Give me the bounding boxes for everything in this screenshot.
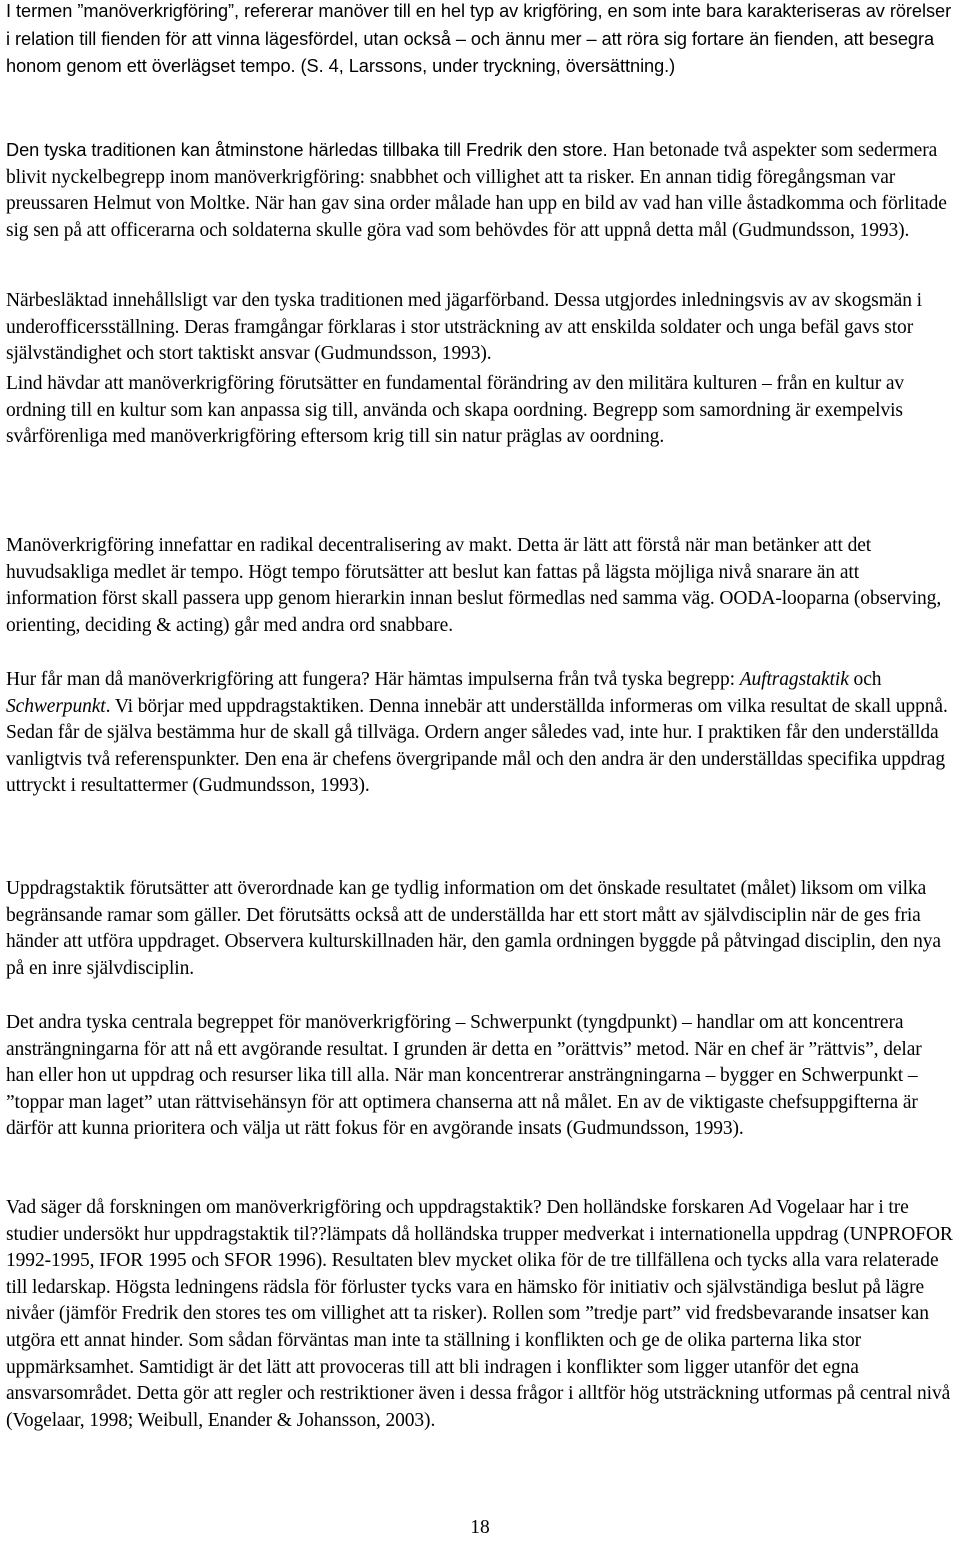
text-segment: Hur får man då manöverkrigföring att fungera? Här hämtas impulserna från två tyska begrepp: bbox=[6, 669, 740, 690]
text-segment: och bbox=[848, 669, 882, 690]
text-segment: I termen ”manöverkrigföring”, refererar manöver till en hel typ av krigföring, en som inte bara karakteriseras av rörelser i relation till fienden för att vinna lägesfördel, utan också – och ännu mer – att röra sig fortare än fienden, att besegra honom genom ett överlägset tempo. bbox=[6, 1, 952, 77]
text-segment: Lind hävdar att manöverkrigföring förutsätter en fundamental förändring av den militära kulturen – från en kultur av ordning till en kultur som kan anpassa sig till, använda och skapa oordning. Begrepp som samordning är exempelvis svårförenliga med manöverkrigföring eftersom krig till sin natur präglas av oordning. bbox=[6, 373, 905, 448]
text-segment: Han betonade två aspekter som sedermera blivit nyckelbegrepp inom manöverkrigföring: snabbhet och villighet att ta risker. En annan tidig föregångsman var preussaren Helmut von Moltke. bbox=[6, 140, 938, 215]
italic-term: Auftragstaktik bbox=[739, 669, 849, 690]
text-segment: Vad säger då forskningen om manöverkrigföring och uppdragstaktik? Den holländske forskaren Ad Vogelaar har i tre studier undersökt hur uppdragstaktik til??lämpats då holländska trupper medverkat i internationella uppdrag (UNPROFOR 1992-1995, IFOR 1995 och SFOR 1996). Resultaten blev mycket olika för de tre tillfällena och tycks alla vara relaterade till ledarskap. Högsta ledningens rädsla för förluster tycks vara en hämsko för initiativ och självständiga beslut på lägre nivåer (jämför Fredrik den stores tes om villighet att ta risker). Rollen som ”tredje part” vid fredsbevarande insatser kan utgöra ett annat hinder. Som sådan förväntas man inte ta ställning i konflikten och ge de olika parterna lika stor uppmärksamhet. Samtidigt är det lätt att provoceras till att bli indragen i konflikter som ligger utanför det egna ansvarsområdet. Detta gör att regler och restriktioner även i dessa frågor i alltför hög utsträckning utformas på central nivå (Vogelaar, 1998; Weibull, Enander & Johansson, 2003). bbox=[6, 1197, 953, 1431]
page-number: 18 bbox=[470, 1517, 490, 1538]
paragraph-schwerpunkt bbox=[6, 1010, 954, 1143]
italic-term: Schwerpunkt bbox=[6, 695, 106, 717]
paragraph-auftragstaktik bbox=[6, 667, 954, 800]
text-segment: . Vi börjar med uppdragstaktiken. Denna innebär att underställda informeras om vilka resultat de skall uppnå. Sedan får de själva bestämma hur de skall gå tillväga. Ordern anger således vad, inte hur. I praktiken får den underställda vanligtvis två referenspunkter. Den ena är chefens övergripande mål och den andra är den underställdas specifika uppdrag uttryckt i resultattermer (Gudmundsson, 1993). bbox=[6, 695, 948, 797]
text-segment: När han gav sina order målade han upp en bild av vad han ville åstadkomma och förlitade sig sen på att officerarna och soldaterna skulle göra vad som behövdes för att uppnå detta mål (Gudmundsson, 1993). bbox=[6, 193, 947, 241]
paragraph-decentralization bbox=[6, 533, 954, 639]
text-segment: Uppdragstaktik förutsätter att överordnade kan ge tydlig information om det önskade resultatet (målet) liksom om vilka begränsande ramar som gäller. Det förutsätts också att de underställda har ett stort mått av självdisciplin när de ges fria händer att utföra uppdraget. Observera kulturskillnaden här, den gamla ordningen byggde på påtvingad disciplin, den nya på en inre självdisciplin. bbox=[6, 878, 941, 979]
paragraph-jager-units bbox=[6, 288, 954, 368]
paragraph-lind-culture bbox=[6, 371, 954, 451]
paragraph-research-vogelaar bbox=[6, 1195, 954, 1434]
text-segment: Den tyska traditionen kan åtminstone härledas tillbaka till Fredrik den store. bbox=[6, 140, 608, 160]
paragraph-mission-command-requirements bbox=[6, 876, 954, 982]
text-segment: Det andra tyska centrala begreppet för manöverkrigföring – Schwerpunkt (tyngdpunkt) – handlar om att koncentrera ansträngningarna för att nå ett avgörande resultat. I grunden är detta en ”orättvis” metod. När en chef är ”rättvis”, delar han eller hon ut uppdrag och resurser lika till alla. När man koncentrerar ansträngningarna – bygger en Schwerpunkt – ”toppar man laget” utan rättvisehänsyn för att optimera chanserna att nå målet. En av de viktigaste chefsuppgifterna är därför att kunna prioritera och välja ut rätt fokus för en avgörande insats (Gudmundsson, 1993). bbox=[6, 1012, 922, 1140]
text-segment: (S. 4, Larssons, under tryckning, översättning.) bbox=[300, 56, 676, 77]
paragraph-maneuver-definition bbox=[6, 0, 954, 81]
text-segment: Närbesläktad innehållsligt var den tyska traditionen med jägarförband. Dessa utgjordes inledningsvis av av skogsmän i underofficersställning. Deras framgångar förklaras i stor utsträckning av att enskilda soldater och unga befäl gavs stor självständighet och stort taktiskt ansvar (Gudmundsson, 1993). bbox=[6, 290, 922, 365]
paragraph-german-tradition bbox=[6, 137, 954, 244]
text-segment: Manöverkrigföring innefattar en radikal decentralisering av makt. Detta är lätt att förstå när man betänker att det huvudsakliga medlet är tempo. Högt tempo förutsätter att beslut kan fattas på lägsta möjliga nivå snarare än att information först skall passera upp genom hierarkin innan beslut förmedlas ned samma väg. OODA-looparna (observing, orienting, deciding & acting) går med andra ord snabbare. bbox=[6, 535, 942, 636]
